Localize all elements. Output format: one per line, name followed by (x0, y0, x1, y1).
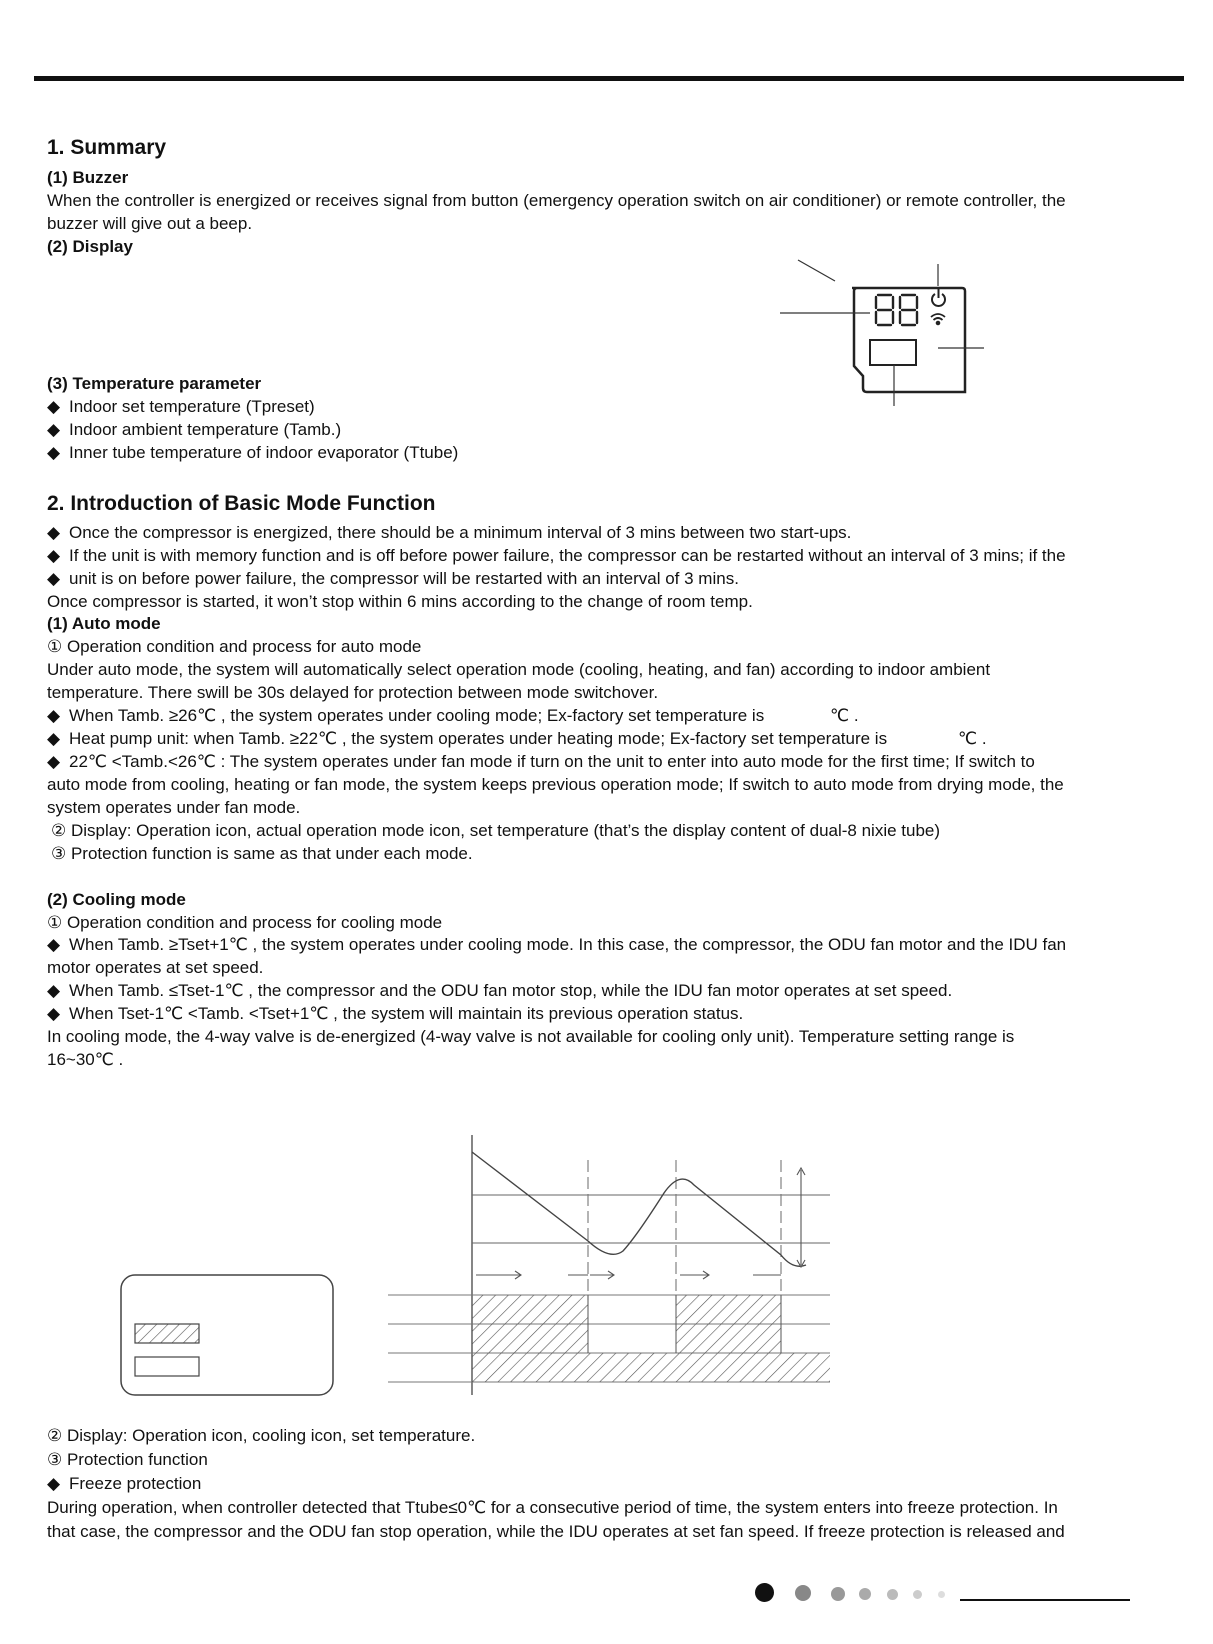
list-item: ② Display: Operation icon, actual operation mode icon, set temperature (that’s the display content of dual-8 nixie tube) (51, 821, 941, 840)
list-item: ③ Protection function is same as that under each mode. (51, 844, 473, 863)
unit-text: ℃ . (830, 706, 859, 725)
cooling-timing-diagram (388, 1135, 838, 1415)
paragraph: that case, the compressor and the ODU fan stop operation, while the IDU operates at set fan speed. If freeze protection is released and (47, 1522, 1065, 1541)
fan-on-band (781, 1353, 830, 1382)
subheading-display: (2) Display (47, 237, 133, 256)
list-item: ◆ When Tamb. ≥Tset+1℃ , the system operates under cooling mode. In this case, the compressor, the ODU fan motor and the IDU fan (47, 935, 1067, 954)
paragraph: temperature. There swill be 30s delayed for protection between mode switchover. (47, 683, 659, 702)
list-item: ① Operation condition and process for cooling mode (47, 913, 443, 932)
paragraph: auto mode from cooling, heating or fan mode, the system keeps previous operation mode; If switch to auto mode from drying mode, the (47, 775, 1064, 794)
power-icon (932, 289, 945, 306)
list-item: ◆ Indoor ambient temperature (Tamb.) (47, 420, 342, 439)
list-item: ◆ Freeze protection (47, 1474, 202, 1493)
list-item: ◆ Inner tube temperature of indoor evaporator (Ttube) (47, 443, 459, 462)
legend-swatch-on (135, 1324, 199, 1343)
fan-on-band (588, 1353, 676, 1382)
paragraph: 16~30℃ . (47, 1050, 124, 1069)
list-item: ② Display: Operation icon, cooling icon, set temperature. (47, 1426, 476, 1445)
room-temp-curve (472, 1152, 806, 1266)
subheading-auto-mode: (1) Auto mode (47, 614, 161, 633)
paragraph: When the controller is energized or receives signal from button (emergency operation switch on air conditioner) or remote controller, the (47, 191, 1066, 210)
unit-text: ℃ . (958, 729, 987, 748)
subheading-buzzer: (1) Buzzer (47, 168, 129, 187)
paragraph: During operation, when controller detected that Ttube≤0℃ for a consecutive period of time, the system enters into freeze protection. In (47, 1498, 1058, 1517)
paragraph: Once compressor is started, it won’t stop within 6 mins according to the change of room temp. (47, 592, 753, 611)
paragraph: buzzer will give out a beep. (47, 214, 253, 233)
list-item: ◆ When Tset-1℃ <Tamb. <Tset+1℃ , the system will maintain its previous operation status. (47, 1004, 744, 1023)
subheading-cooling-mode: (2) Cooling mode (47, 890, 186, 909)
display-panel-figure (810, 268, 990, 418)
list-item: ◆ When Tamb. ≤Tset-1℃ , the compressor and the ODU fan motor stop, while the IDU fan motor operates at set speed. (47, 981, 953, 1000)
wifi-icon (931, 314, 945, 324)
list-item: ◆ Indoor set temperature (Tpreset) (47, 397, 315, 416)
paragraph: motor operates at set speed. (47, 958, 264, 977)
paragraph: Under auto mode, the system will automatically select operation mode (cooling, heating, and fan) according to indoor ambient (47, 660, 991, 679)
list-item: ① Operation condition and process for auto mode (47, 637, 422, 656)
list-item: ③ Protection function (47, 1450, 208, 1469)
list-item: ◆ When Tamb. ≥26℃ , the system operates under cooling mode; Ex-factory set temperature is (47, 706, 765, 725)
subheading-temperature: (3) Temperature parameter (47, 374, 262, 393)
list-item: ◆ If the unit is with memory function and is off before power failure, the compressor can be restarted without an interval of 3 mins; if the (47, 546, 1066, 565)
paragraph: In cooling mode, the 4-way valve is de-energized (4-way valve is not available for cooling only unit). Temperature setting range is (47, 1027, 1015, 1046)
list-item: ◆ 22℃ <Tamb.<26℃ : The system operates under fan mode if turn on the unit to enter into auto mode for the first time; If switch to (47, 752, 1035, 771)
legend-box (118, 1272, 338, 1402)
footer-rule (960, 1599, 1130, 1601)
nixie-digit-88 (876, 295, 917, 325)
legend-swatch-off (135, 1357, 199, 1376)
paragraph: system operates under fan mode. (47, 798, 301, 817)
compressor-on-band (472, 1295, 588, 1382)
section-heading-intro: 2. Introduction of Basic Mode Function (47, 492, 436, 515)
list-item: ◆ Once the compressor is energized, there should be a minimum interval of 3 mins between two start-ups. (47, 523, 852, 542)
header-rule (34, 76, 1184, 81)
list-item: ◆ unit is on before power failure, the compressor will be restarted with an interval of 3 mins. (47, 569, 739, 588)
compressor-on-band (676, 1295, 781, 1382)
section-heading-summary: 1. Summary (47, 136, 167, 159)
list-item: ◆ Heat pump unit: when Tamb. ≥22℃ , the system operates under heating mode; Ex-factory set temperature is (47, 729, 888, 748)
